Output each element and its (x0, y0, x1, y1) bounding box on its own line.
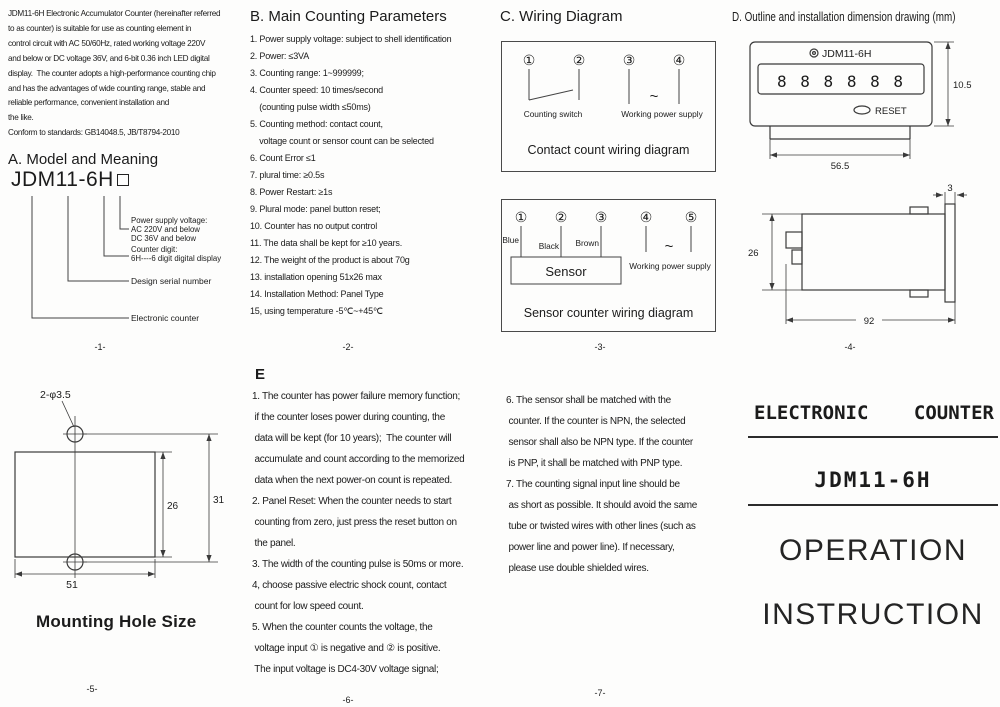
sensor-diagram-caption: Sensor counter wiring diagram (523, 306, 694, 320)
sensor-label: Sensor (545, 264, 587, 279)
notes-right-column (506, 390, 697, 579)
section-c-heading: C. Wiring Diagram (500, 8, 623, 25)
hole-spec-label: 2-φ3.5 (40, 389, 71, 401)
text-line: (counting pulse width ≤50ms) (250, 102, 371, 112)
terminal-2: ② (572, 52, 586, 68)
text-line: 5. Counting method: contact count, (250, 119, 383, 129)
ac-symbol: ~ (664, 238, 674, 255)
text-line: control circuit with AC 50/60Hz, rated working voltage 220V (8, 38, 206, 48)
sensor-wiring-svg (502, 202, 715, 302)
terminal-1: ① (514, 209, 528, 225)
dim-10-5-label: 10.5 (953, 80, 972, 91)
text-line: 8. Power Restart: ≥1s (250, 187, 333, 197)
working-power-label: Working power supply (629, 261, 711, 271)
panel-cutout-rect (15, 452, 155, 557)
callout-leader-lines (32, 196, 129, 318)
text-line: display. The counter adopts a high-performance counting chip (8, 68, 216, 78)
page-number-4: -4- (844, 342, 856, 352)
text-line: counter. If the counter is NPN, the selected (506, 416, 686, 427)
text-line: the panel. (252, 538, 296, 549)
callout-digit-line: 6H----6 digit digital display (131, 253, 222, 263)
callout-digit-title: Counter digit: (131, 245, 178, 254)
section-d-heading: D. Outline and installation dimension drawing (mm) (732, 9, 956, 24)
page-number-2: -2- (342, 342, 354, 352)
callout-power-title: Power supply voltage: (131, 216, 208, 225)
dim-26-label: 26 (748, 248, 759, 259)
model-callout-lines (8, 196, 243, 338)
text-line: if the counter loses power during counting, the (252, 412, 445, 423)
text-line: The input voltage is DC4-30V voltage signal; (252, 664, 439, 675)
working-power-label: Working power supply (621, 109, 703, 119)
reset-button (854, 106, 870, 114)
text-line: 14. Installation Method: Panel Type (250, 289, 384, 299)
counting-switch-label: Counting switch (523, 109, 583, 119)
title-counter: COUNTER (913, 402, 994, 424)
text-line: 12. The weight of the product is about 70g (250, 255, 410, 265)
wire-blue-label: Blue (502, 235, 519, 245)
title-electronic: ELECTRONIC (754, 402, 869, 424)
dim-56-5-label: 56.5 (830, 161, 850, 172)
dim-31-label: 31 (213, 495, 225, 506)
text-line: 2. Panel Reset: When the counter needs to start (252, 496, 452, 507)
text-line: 4. Counter speed: 10 times/second (250, 85, 383, 95)
text-line: JDM11-6H Electronic Accumulator Counter (hereinafter referred (8, 9, 221, 18)
panel-logo-dot-icon (813, 52, 816, 55)
dim-51-label: 51 (66, 579, 78, 591)
display-digits: 8 8 8 8 8 8 (777, 72, 905, 91)
section-b-heading: B. Main Counting Parameters (250, 8, 447, 25)
text-line: 3. Counting range: 1~999999; (250, 68, 364, 78)
text-line: reliable performance, convenient installation and (8, 98, 169, 108)
callout-counter: Electronic counter (131, 313, 200, 323)
reset-label: RESET (875, 106, 907, 117)
wire-black-label: Black (538, 241, 559, 251)
sensor-wiring-diagram (501, 199, 716, 332)
text-line: 2. Power: ≤3VA (250, 51, 310, 61)
side-dimensions (762, 192, 967, 324)
section-e-heading: E (255, 366, 266, 383)
text-line: 3. The width of the counting pulse is 50ms or more. (252, 559, 464, 570)
text-line: data will be kept (for 10 years); The counter will (252, 433, 452, 444)
terminal-3: ③ (622, 52, 636, 68)
model-text: JDM11-6H (11, 168, 114, 191)
text-line: 4, choose passive electric shock count, contact (252, 580, 447, 591)
text-line: as short as possible. It should avoid the same (506, 500, 698, 511)
text-line: voltage count or sensor count can be selected (250, 136, 434, 146)
model-suffix-box (117, 174, 129, 186)
mounting-hole-drawing (12, 382, 252, 610)
text-line: 10. Counter has no output control (250, 221, 377, 231)
text-line: and below or DC voltage 36V, and 6-bit 0.36 inch LED digital (8, 53, 210, 63)
mount-centerlines (62, 401, 87, 578)
text-line: 1. The counter has power failure memory function; (252, 391, 461, 402)
terminal-4: ④ (672, 52, 686, 68)
model-designation (11, 168, 129, 192)
wire-brown-label: Brown (575, 238, 599, 248)
ac-symbol: ~ (649, 88, 659, 105)
page-number-1: -1- (94, 342, 106, 352)
terminal-3: ③ (594, 209, 608, 225)
bezel-profile (945, 204, 955, 302)
page-number-7: -7- (594, 688, 606, 698)
text-line: please use double shielded wires. (506, 563, 649, 574)
notes-left-column (252, 386, 464, 680)
text-line: voltage input ① is negative and ② is positive. (252, 643, 441, 654)
body-profile (802, 214, 945, 290)
title-instruction: INSTRUCTION (762, 598, 984, 631)
terminal-5: ⑤ (684, 209, 698, 225)
terminal-step-1 (786, 232, 802, 248)
contact-wiring-svg (502, 44, 715, 140)
dim-92-label: 92 (863, 316, 875, 327)
text-line: 6. Count Error ≤1 (250, 153, 316, 163)
text-line: power line and power line). If necessary, (506, 542, 675, 553)
page-number-6: -6- (342, 695, 354, 705)
side-body-outline (786, 204, 955, 302)
text-line: to as counter) is suitable for use as counting element in (8, 23, 192, 33)
cutout-outline (15, 426, 155, 570)
parameters-list (250, 31, 451, 320)
title-electronic-counter (748, 402, 998, 438)
text-line: 6. The sensor shall be matched with the (506, 395, 671, 406)
mounting-caption: Mounting Hole Size (36, 612, 197, 631)
text-line: Conform to standards: GB14048.5, JB/T8794-2010 (8, 128, 180, 138)
front-view-drawing (742, 36, 1000, 178)
text-line: is PNP, it shall be matched with PNP type. (506, 458, 683, 469)
sensor-wires (511, 226, 691, 284)
text-line: data when the next power-on count is repeated. (252, 475, 452, 486)
text-line: counting from zero, just press the reset button on (252, 517, 457, 528)
terminal-1: ① (522, 52, 536, 68)
page-number-5: -5- (86, 684, 98, 694)
text-line: 9. Plural mode: panel button reset; (250, 204, 381, 214)
section-a-heading: A. Model and Meaning (8, 151, 159, 168)
text-line: the like. (8, 113, 34, 123)
text-line: accumulate and count according to the memorized (252, 454, 465, 465)
panel-logo-icon (810, 49, 818, 57)
title-operation: OPERATION (779, 534, 967, 567)
mounting-clip-top (910, 207, 928, 214)
terminal-step-2 (792, 250, 802, 264)
contact-diagram-caption: Contact count wiring diagram (527, 143, 690, 157)
text-line: 11. The data shall be kept for ≥10 years. (250, 238, 403, 248)
text-line: sensor shall also be NPN type. If the counter (506, 437, 693, 448)
callout-counter-digit (131, 246, 221, 264)
text-line: 7. plural time: ≥0.5s (250, 170, 325, 180)
callout-serial: Design serial number (131, 276, 212, 286)
callout-power-line1: AC 220V and below (131, 224, 200, 234)
contact-wiring-diagram (501, 41, 716, 172)
text-line: count for low speed count. (252, 601, 364, 612)
text-line: tube or twisted wires with other lines (such as (506, 521, 696, 532)
page-number-3: -3- (594, 342, 606, 352)
terminal-4: ④ (639, 209, 653, 225)
side-view-drawing (742, 180, 1000, 332)
text-line: 1. Power supply voltage: subject to shell identification (250, 34, 452, 44)
terminal-2: ② (554, 209, 568, 225)
text-line: 5. When the counter counts the voltage, the (252, 622, 433, 633)
text-line: and has the advantages of wide counting range, stable and (8, 83, 206, 93)
mounting-clip-bottom (910, 290, 928, 297)
dim-3-label: 3 (947, 183, 953, 194)
text-line: 13. installation opening 51x26 max (250, 272, 382, 282)
callout-power-supply (131, 217, 207, 243)
text-line: 15, using temperature -5℃~+45℃ (250, 306, 383, 316)
dim-26-label: 26 (167, 501, 179, 512)
text-line: 7. The counting signal input line should be (506, 479, 680, 490)
title-model: JDM11-6H (748, 468, 998, 506)
panel-brand-label: JDM11-6H (822, 48, 872, 60)
callout-power-line2: DC 36V and below (131, 233, 197, 243)
intro-paragraph (8, 7, 220, 141)
